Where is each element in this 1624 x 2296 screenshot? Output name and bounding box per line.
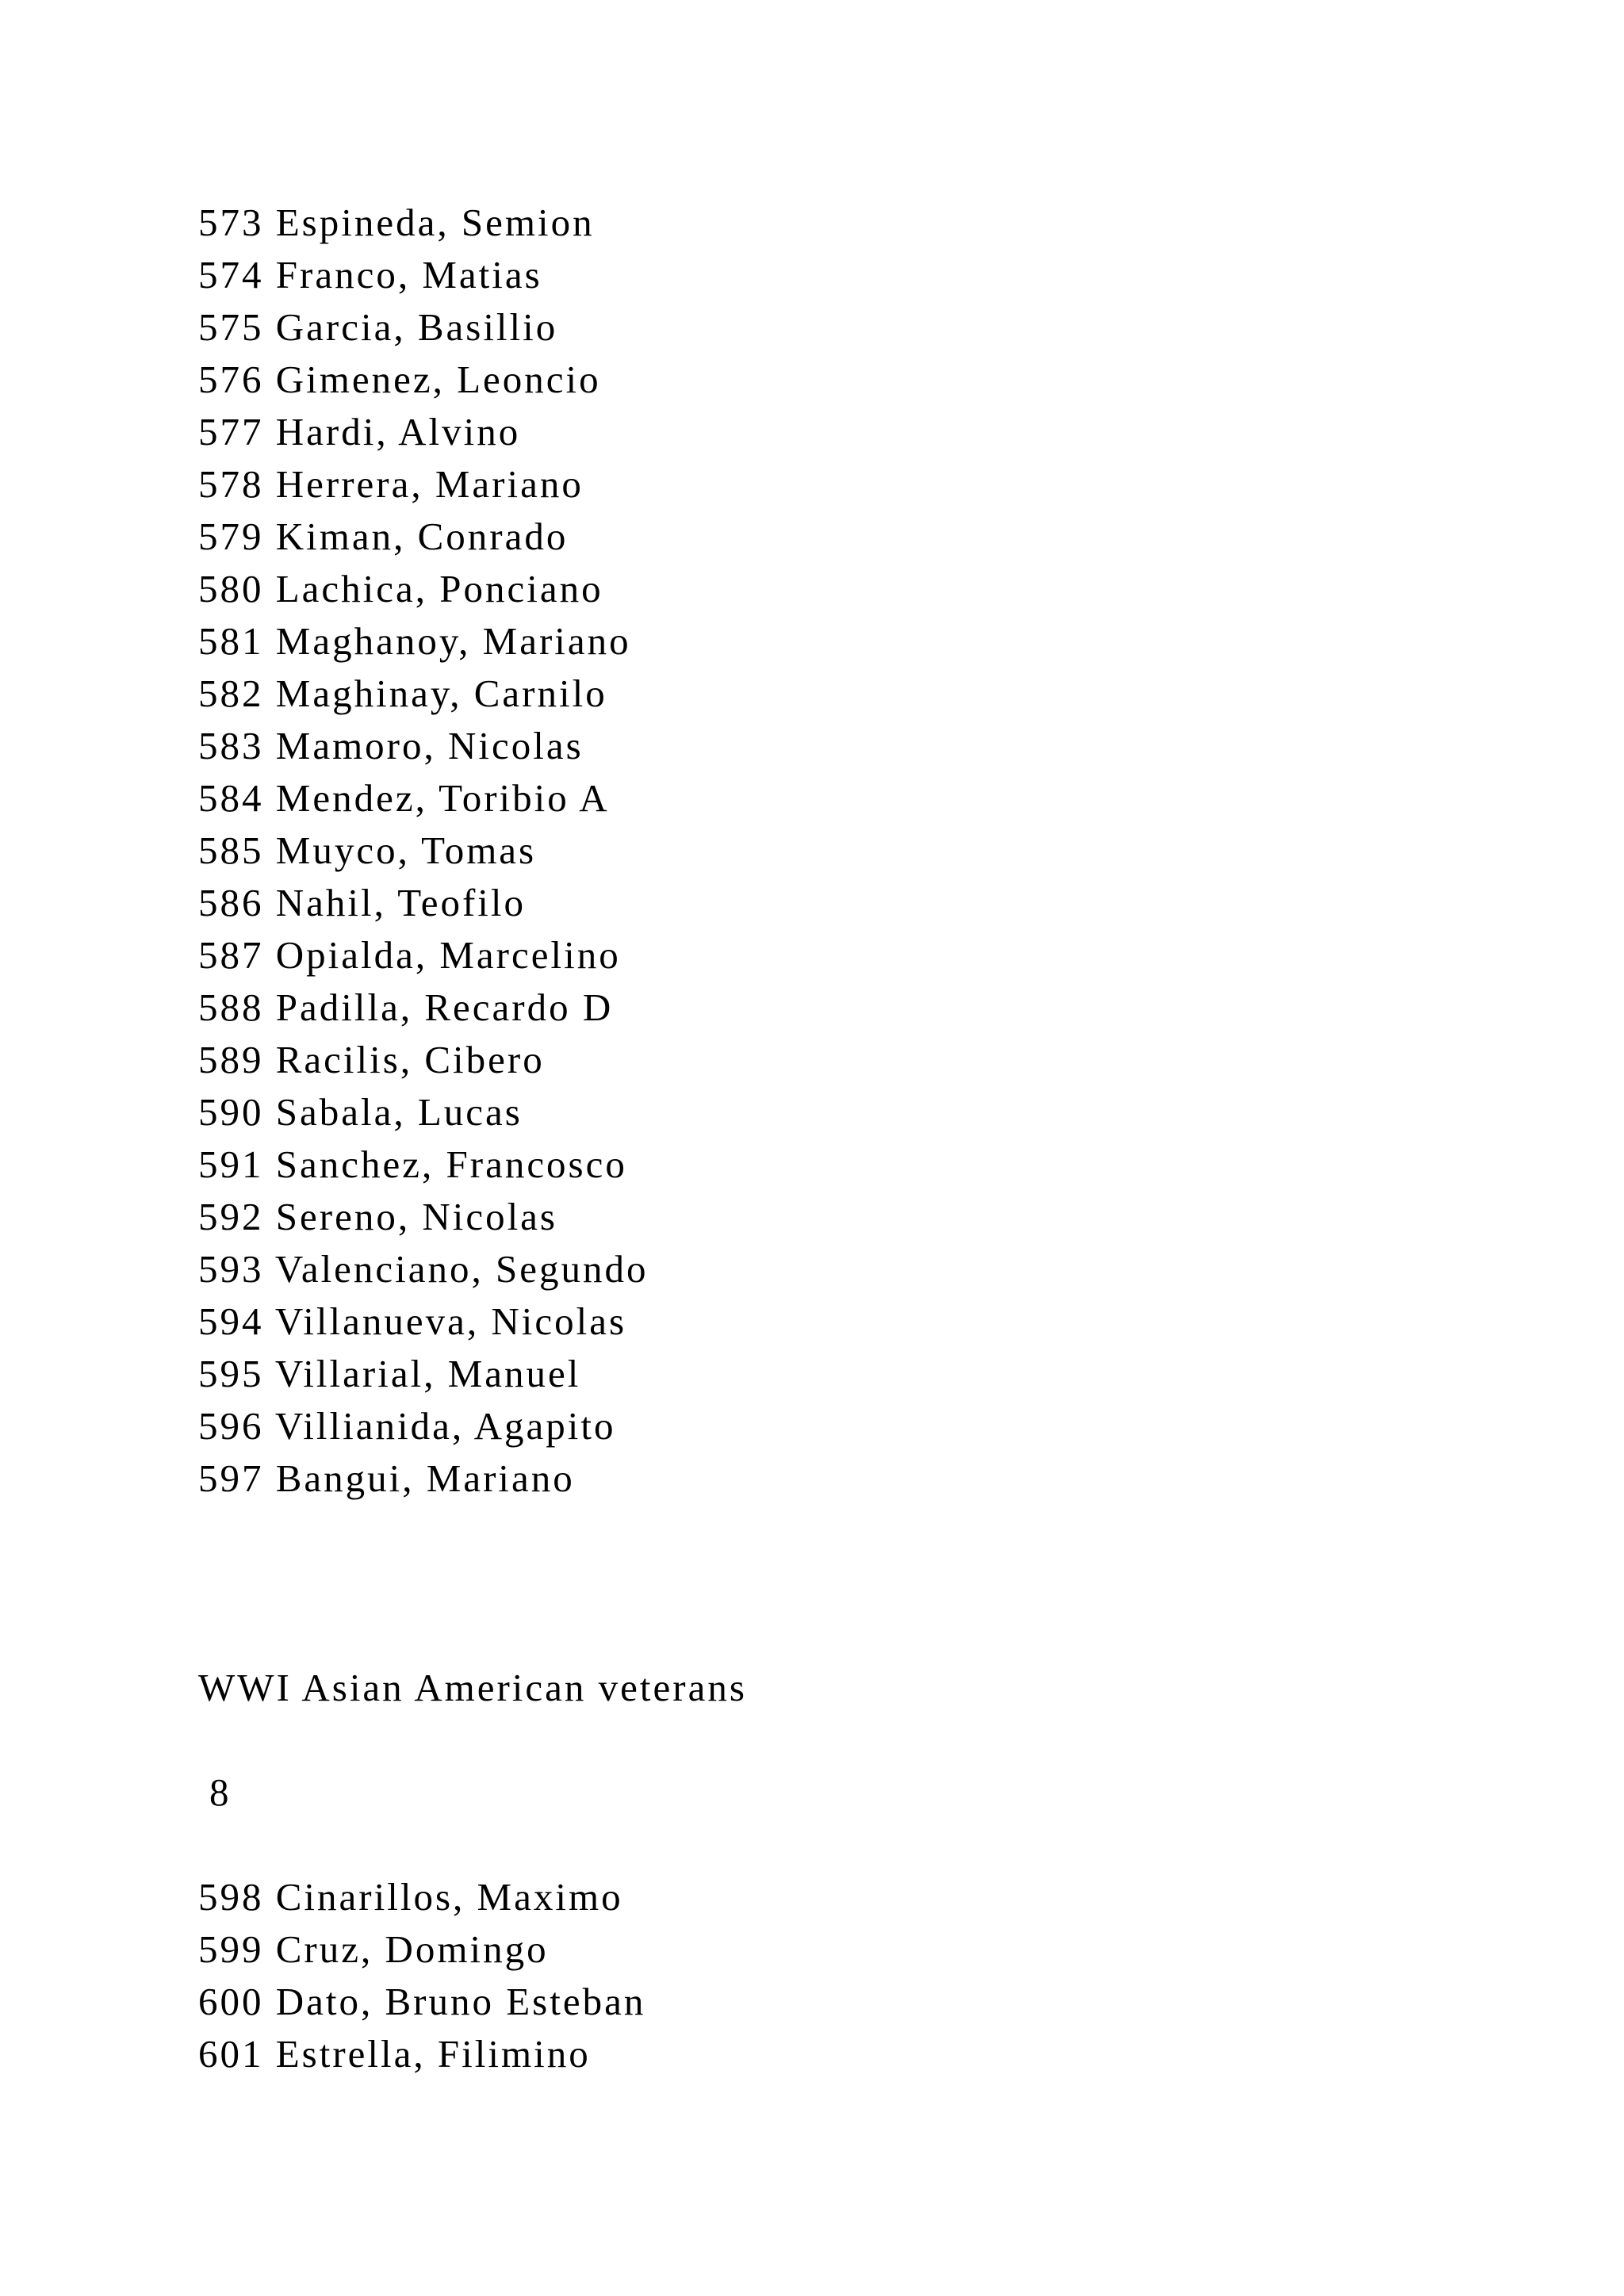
list-item: 592 Sereno, Nicolas <box>198 1195 557 1238</box>
list-item: 581 Maghanoy, Mariano <box>198 619 631 663</box>
list-item: 577 Hardi, Alvino <box>198 410 521 453</box>
list-item: 586 Nahil, Teofilo <box>198 881 527 924</box>
list-item: 598 Cinarillos, Maximo <box>198 1875 623 1919</box>
list-item: 590 Sabala, Lucas <box>198 1090 523 1134</box>
list-item: 582 Maghinay, Carnilo <box>198 672 607 715</box>
list-item: 580 Lachica, Ponciano <box>198 567 603 610</box>
list-item: 588 Padilla, Recardo D <box>198 985 614 1029</box>
list-item: 587 Opialda, Marcelino <box>198 933 621 977</box>
running-header: WWI Asian American veterans <box>198 1666 747 1709</box>
list-item: 594 Villanueva, Nicolas <box>198 1299 627 1343</box>
list-item: 578 Herrera, Mariano <box>198 462 584 506</box>
list-item: 583 Mamoro, Nicolas <box>198 724 584 767</box>
list-item: 597 Bangui, Mariano <box>198 1456 575 1500</box>
page-number: 8 <box>209 1770 232 1814</box>
list-item: 599 Cruz, Domingo <box>198 1927 549 1971</box>
list-item: 573 Espineda, Semion <box>198 201 595 244</box>
list-item: 575 Garcia, Basillio <box>198 305 558 349</box>
list-item: 589 Racilis, Cibero <box>198 1038 545 1081</box>
list-item: 574 Franco, Matias <box>198 253 542 297</box>
list-item: 591 Sanchez, Francosco <box>198 1142 627 1186</box>
list-item: 579 Kiman, Conrado <box>198 515 569 558</box>
list-item: 596 Villianida, Agapito <box>198 1404 616 1448</box>
list-item: 600 Dato, Bruno Esteban <box>198 1980 646 2023</box>
list-item: 585 Muyco, Tomas <box>198 828 537 872</box>
list-item: 595 Villarial, Manuel <box>198 1352 581 1395</box>
list-item: 593 Valenciano, Segundo <box>198 1247 649 1291</box>
list-item: 576 Gimenez, Leoncio <box>198 358 601 401</box>
list-item: 584 Mendez, Toribio A <box>198 776 610 820</box>
list-item: 601 Estrella, Filimino <box>198 2032 591 2076</box>
